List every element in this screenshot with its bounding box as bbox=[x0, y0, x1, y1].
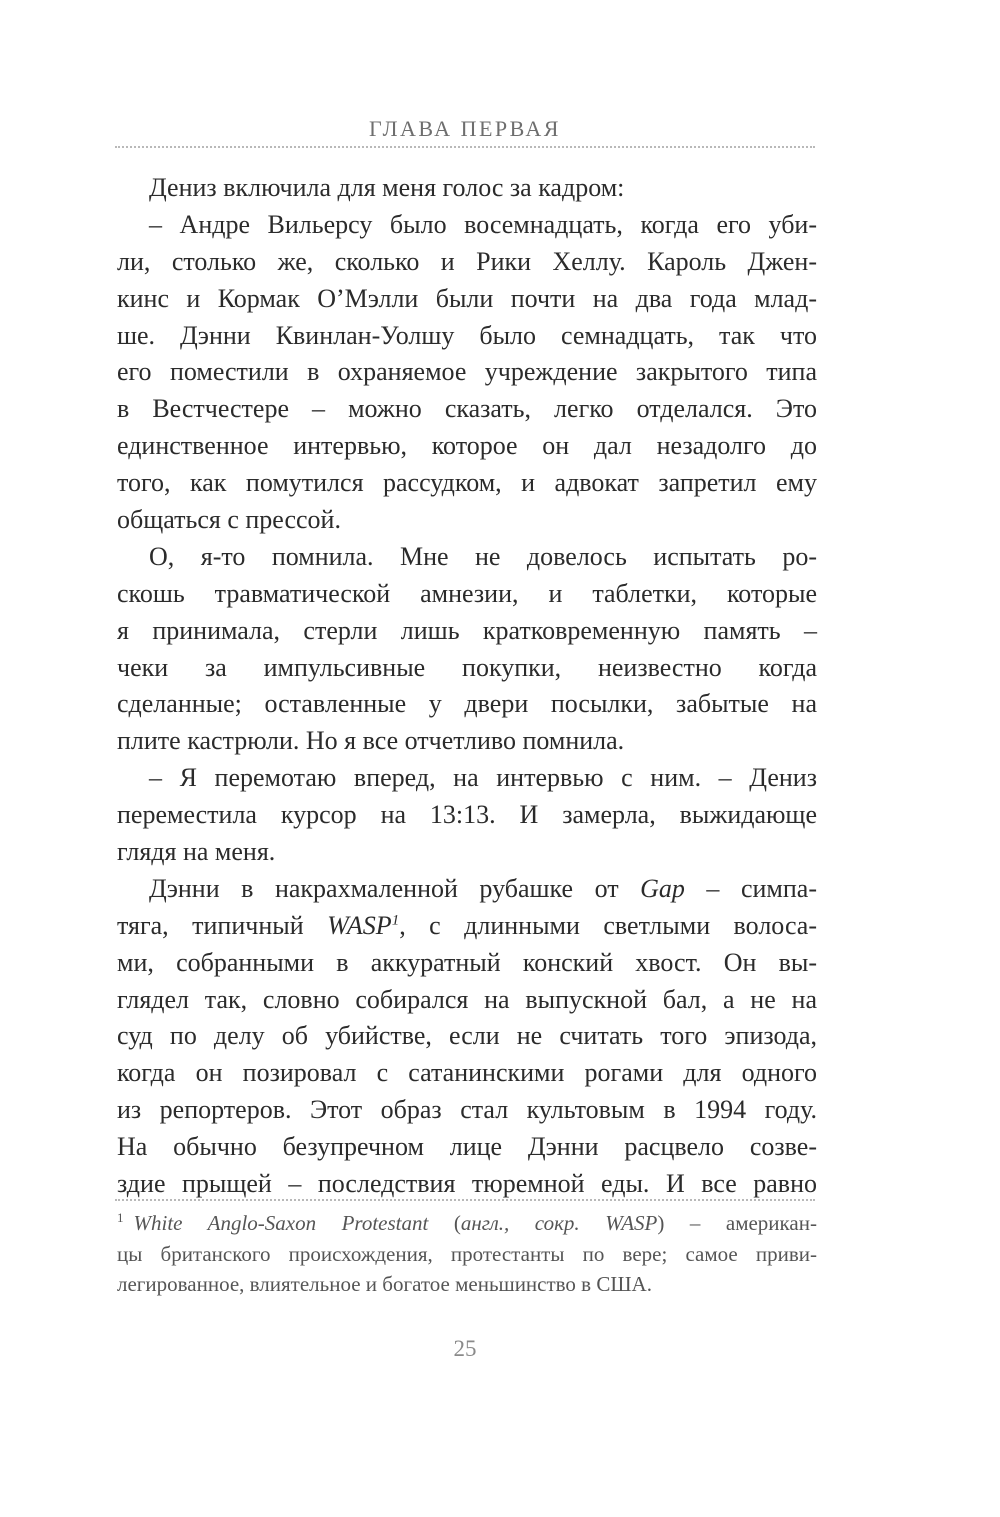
text-line: ли, столько же, сколько и Рики Хеллу. Кароль Джен- bbox=[117, 246, 817, 276]
footnote-reference-mark: 1 bbox=[391, 912, 400, 929]
text-line: ми, собранными в аккуратный конский хвост. Он вы- bbox=[117, 947, 817, 977]
text-line bbox=[117, 871, 817, 908]
text-line: чеки за импульсивные покупки, неизвестно когда bbox=[117, 652, 817, 682]
text-line: я принимала, стерли лишь кратковременную память – bbox=[117, 615, 817, 645]
text-line: – Андре Вильерсу было восемнадцать, когда его уби- bbox=[149, 209, 817, 239]
brand-name-gap: Gap bbox=[640, 873, 685, 903]
term-wasp: WASP bbox=[327, 910, 392, 940]
text-line: того, как помутился рассудком, и адвокат запретил ему bbox=[117, 468, 817, 498]
text-line: глядел так, словно собирался на выпускной бал, а не на bbox=[117, 984, 817, 1014]
footnote-term: White Anglo-Saxon Protestant bbox=[133, 1211, 429, 1235]
text-line: из репортеров. Этот образ стал культовым в 1994 году. bbox=[117, 1095, 817, 1125]
footnote-line bbox=[117, 1208, 817, 1239]
footnote-dotted-rule bbox=[115, 1199, 815, 1201]
text-line: скошь травматической амнезии, и таблетки, которые bbox=[117, 578, 817, 608]
text-line: На обычно безупречном лице Дэнни расцвело созве- bbox=[117, 1132, 817, 1162]
text-line: Дениз включила для меня голос за кадром: bbox=[149, 173, 625, 202]
text-fragment: – симпа- bbox=[684, 873, 817, 903]
text-line: здие прыщей – последствия тюремной еды. И все равно bbox=[117, 1169, 817, 1199]
page-number: 25 bbox=[453, 1336, 477, 1361]
text-fragment: тяга, типичный bbox=[117, 910, 328, 940]
footnote-abbrev-note: англ., сокр. WASP bbox=[460, 1211, 658, 1235]
main-text-block bbox=[117, 170, 817, 1203]
footnote-fragment: ( bbox=[428, 1211, 461, 1235]
text-line: кинс и Кормак О’Мэлли были почти на два года млад- bbox=[117, 283, 817, 313]
text-line: ше. Дэнни Квинлан-Уолшу было семнадцать, так что bbox=[117, 320, 817, 350]
text-line: в Вестчестере – можно сказать, легко отделался. Это bbox=[117, 394, 817, 424]
text-line: общаться с прессой. bbox=[117, 505, 341, 535]
text-line: плите кастрюли. Но я все отчетливо помнила. bbox=[117, 726, 625, 756]
text-line: сделанные; оставленные у двери посылки, забытые на bbox=[117, 689, 817, 719]
footnote-fragment: ) – американ- bbox=[657, 1211, 817, 1235]
text-line bbox=[117, 908, 817, 945]
text-line: О, я-то помнила. Мне не довелось испытать ро- bbox=[149, 541, 817, 571]
chapter-running-head: ГЛАВА ПЕРВАЯ bbox=[369, 116, 561, 141]
footnote-line: цы британского происхождения, протестанты по вере; самое приви- bbox=[117, 1241, 817, 1266]
text-line: единственное интервью, которое он дал незадолго до bbox=[117, 431, 817, 461]
text-line: – Я перемотаю вперед, на интервью с ним. – Дениз bbox=[149, 763, 817, 793]
footnote-line: легированное, влиятельное и богатое меньшинство в США. bbox=[117, 1272, 652, 1296]
text-fragment: Дэнни в накрахмаленной рубашке от bbox=[149, 873, 641, 903]
footnote-number: 1 bbox=[117, 1210, 124, 1225]
footnote bbox=[117, 1208, 817, 1300]
text-line: переместила курсор на 13:13. И замерла, выжидающе bbox=[117, 800, 817, 830]
text-line: его поместили в охраняемое учреждение закрытого типа bbox=[117, 357, 817, 387]
header-dotted-rule bbox=[115, 146, 815, 148]
text-line: суд по делу об убийстве, если не считать того эпизода, bbox=[117, 1021, 817, 1051]
text-line: когда он позировал с сатанинскими рогами для одного bbox=[117, 1058, 817, 1088]
text-line: глядя на меня. bbox=[117, 837, 276, 867]
text-fragment: , с длинными светлыми волоса- bbox=[399, 910, 817, 940]
